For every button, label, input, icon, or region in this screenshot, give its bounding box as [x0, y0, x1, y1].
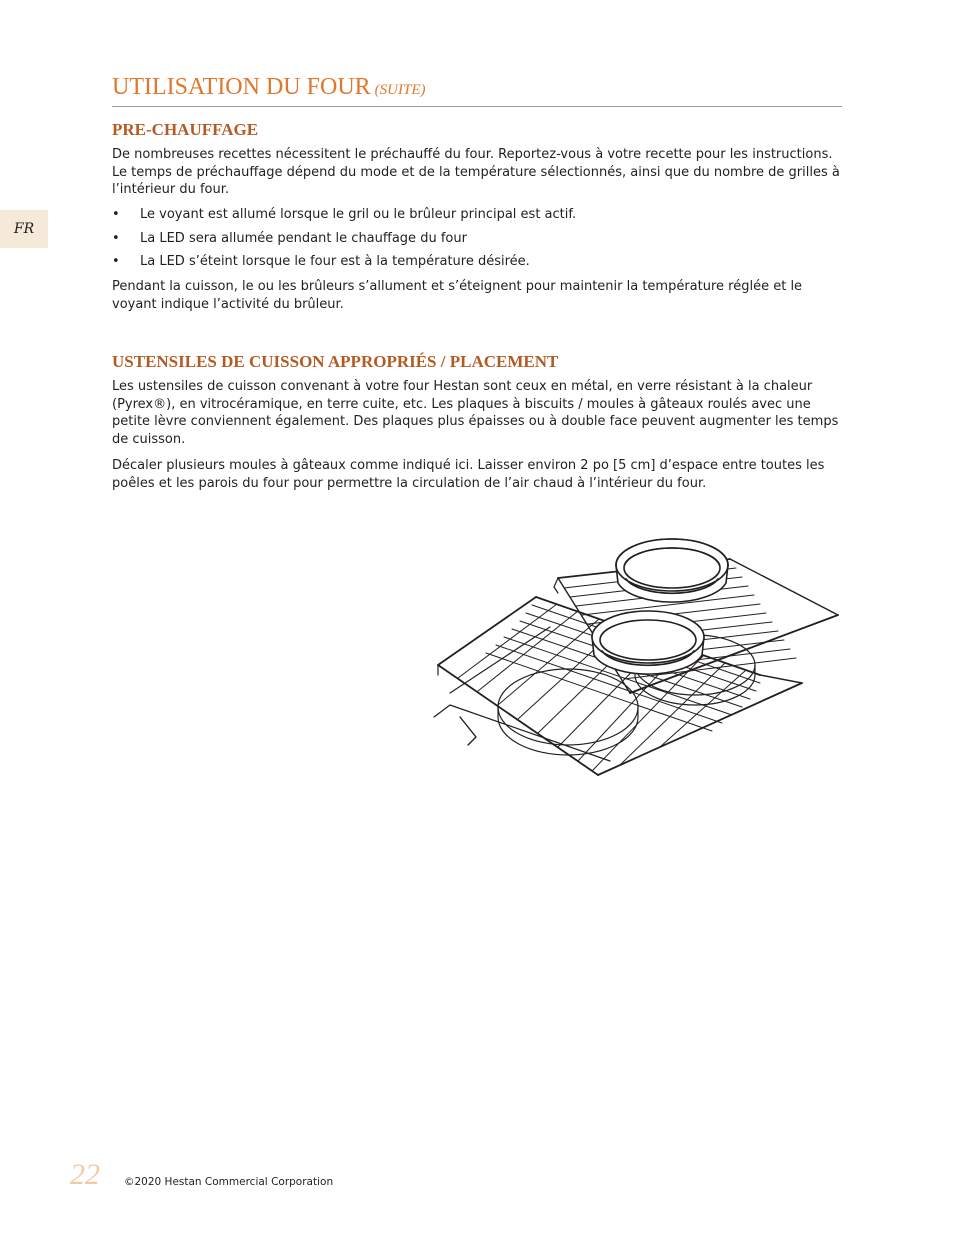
page-number: 22	[70, 1158, 100, 1191]
bullet-text: La LED sera allumée pendant le chauffage du four	[140, 230, 467, 246]
placement-paragraph: Décaler plusieurs moules à gâteaux comme indiqué ici. Laisser environ 2 po [5 cm] d’espace entre toutes les poêles et les parois du four pour permettre la circulation de l’air chaud à l’intérieur du four.	[112, 458, 825, 491]
language-tab-label: FR	[13, 221, 35, 237]
footer-copyright: ©2020 Hestan Commercial Corporation	[124, 1176, 334, 1188]
oven-racks-illustration	[420, 525, 850, 785]
bullet-text: La LED s’éteint lorsque le four est à la température désirée.	[140, 254, 530, 270]
upper-cake-pan-front	[592, 611, 704, 674]
upper-cake-pan-back	[616, 539, 728, 602]
list-item	[112, 206, 842, 224]
preheat-closing-paragraph: Pendant la cuisson, le ou les brûleurs s’allument et s’éteignent pour maintenir la température réglée et le voyant indique l’activité du brûleur.	[112, 279, 803, 312]
section-heading-preheat: PRE-CHAUFFAGE	[112, 120, 259, 139]
bullet-icon: •	[112, 254, 120, 270]
bullet-text: Le voyant est allumé lorsque le gril ou le brûleur principal est actif.	[140, 207, 577, 222]
preheat-bullet-list	[112, 206, 842, 277]
list-item	[112, 230, 842, 248]
cookware-paragraph: Les ustensiles de cuisson convenant à votre four Hestan sont ceux en métal, en verre résistant à la chaleur (Pyrex®), en vitrocéramique, en terre cuite, etc. Les plaques à biscuits / moules à gâteaux roulés avec une petite lèvre conviennent également. Des plaques plus épaisses ou à double face peuvent augmenter les temps de cuisson.	[112, 379, 839, 447]
bullet-icon: •	[112, 207, 120, 222]
list-item	[112, 253, 842, 271]
page-title-text: UTILISATION DU FOUR	[112, 74, 371, 100]
bullet-icon: •	[112, 230, 120, 246]
preheat-intro-paragraph: De nombreuses recettes nécessitent le préchauffé du four. Reportez-vous à votre recette pour les instructions. Le temps de préchauffage dépend du mode et de la température sélectionnés, ainsi que du nombre de grilles à l’intérieur du four.	[112, 147, 840, 198]
page-title-suffix: (SUITE)	[374, 82, 426, 98]
section-heading-cookware: USTENSILES DE CUISSON APPROPRIÉS / PLACEMENT	[112, 352, 559, 371]
page-title	[112, 73, 842, 107]
language-tab	[0, 210, 48, 248]
